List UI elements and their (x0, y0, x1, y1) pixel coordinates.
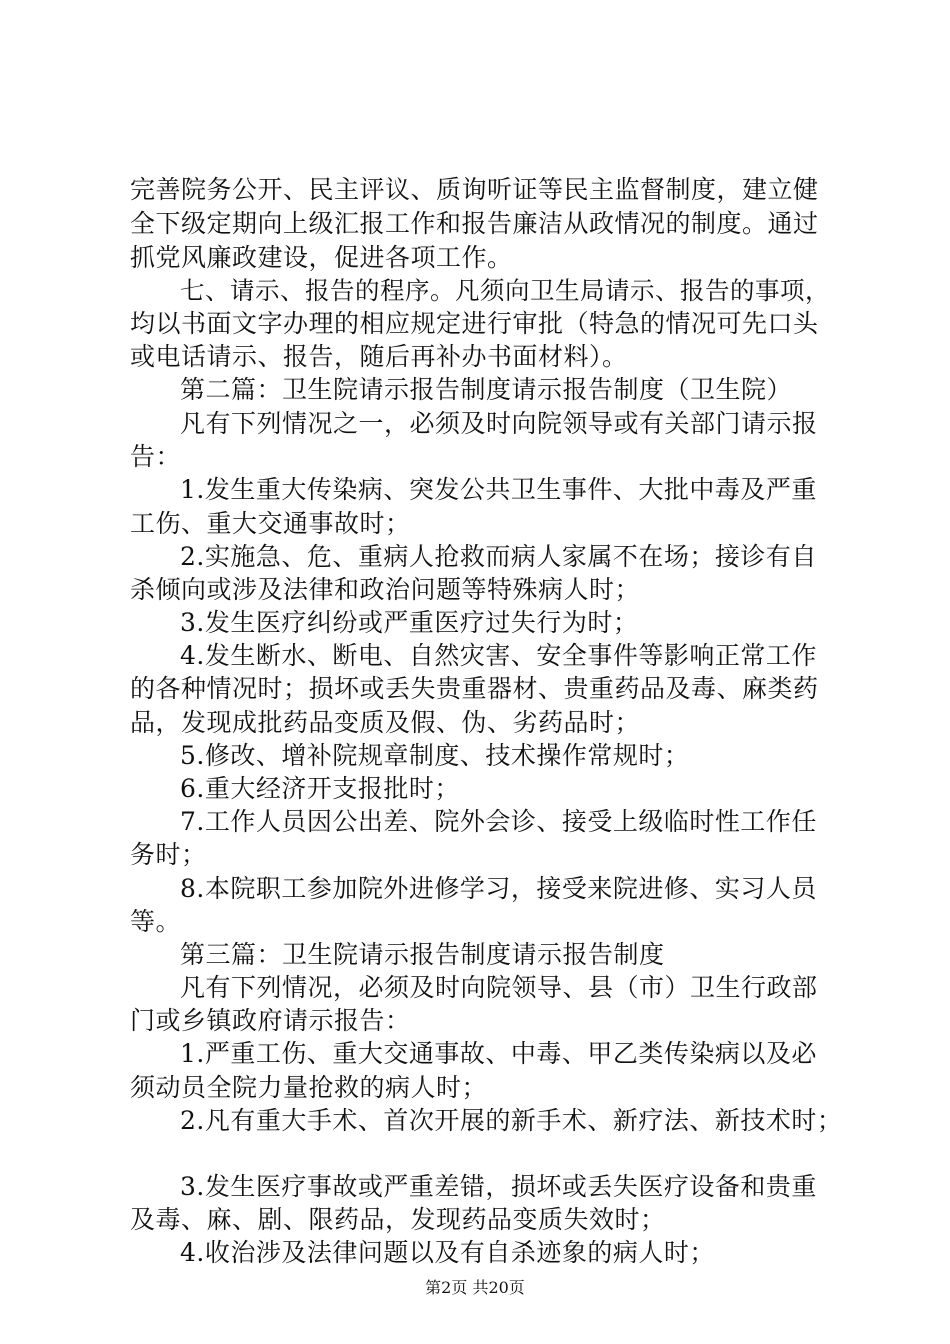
list-item-line: 务时； (130, 840, 207, 869)
list-item-line: 的各种情况时；损坏或丢失贵重器材、贵重药品及毒、麻类药 (130, 674, 819, 703)
list-item-line: 1.发生重大传染病、突发公共卫生事件、大批中毒及严重 (180, 475, 817, 504)
list-item-line: 7.工作人员因公出差、院外会诊、接受上级临时性工作任 (180, 807, 817, 836)
section-heading: 第三篇：卫生院请示报告制度请示报告制度 (180, 940, 665, 969)
list-item-line: 等。 (130, 907, 182, 936)
list-item-line: 4.收治涉及法律问题以及有自杀迹象的病人时； (180, 1238, 715, 1267)
body-line: 抓党风廉政建设，促进各项工作。 (130, 243, 513, 272)
list-item-line: 4.发生断水、断电、自然灾害、安全事件等影响正常工作 (180, 641, 817, 670)
body-line: 告： (130, 442, 182, 471)
list-item-line: 2.实施急、危、重病人抢救而病人家属不在场；接诊有自 (180, 542, 817, 571)
list-item-line: 及毒、麻、剧、限药品，发现药品变质失效时； (130, 1205, 666, 1234)
list-item-line: 6.重大经济开支报批时； (180, 774, 460, 803)
body-line: 均以书面文字办理的相应规定进行审批（特急的情况可先口头 (130, 309, 819, 338)
list-item-line: 3.发生医疗纠纷或严重医疗过失行为时； (180, 608, 639, 637)
list-item-line: 2.凡有重大手术、首次开展的新手术、新疗法、新技术时； (180, 1106, 843, 1135)
list-item-line: 1.严重工伤、重大交通事故、中毒、甲乙类传染病以及必 (180, 1039, 817, 1068)
list-item-line: 工伤、重大交通事故时； (130, 509, 411, 538)
body-line: 凡有下列情况，必须及时向院领导、县（市）卫生行政部 (180, 973, 818, 1002)
body-line: 凡有下列情况之一，必须及时向院领导或有关部门请示报 (180, 409, 818, 438)
list-item-line: 须动员全院力量抢救的病人时； (130, 1073, 488, 1102)
list-item-line: 8.本院职工参加院外进修学习，接受来院进修、实习人员 (180, 874, 817, 903)
section-heading: 第二篇：卫生院请示报告制度请示报告制度（卫生院） (180, 375, 793, 404)
page-number-text: 第2页 共20页 (425, 1278, 525, 1297)
body-line: 全下级定期向上级汇报工作和报告廉洁从政情况的制度。通过 (130, 209, 819, 238)
body-line: 门或乡镇政府请示报告： (130, 1006, 411, 1035)
list-item-line: 5.修改、增补院规章制度、技术操作常规时； (180, 741, 690, 770)
list-item-line: 杀倾向或涉及法律和政治问题等特殊病人时； (130, 575, 641, 604)
body-line: 完善院务公开、民主评议、质询听证等民主监督制度，建立健 (130, 175, 819, 204)
page-footer (0, 1278, 950, 1298)
list-item-line: 3.发生医疗事故或严重差错，损坏或丢失医疗设备和贵重 (180, 1172, 817, 1201)
body-line: 七、请示、报告的程序。凡须向卫生局请示、报告的事项， (180, 276, 830, 305)
body-line: 或电话请示、报告，随后再补办书面材料）。 (130, 342, 628, 371)
list-item-line: 品，发现成批药品变质及假、伪、劣药品时； (130, 708, 641, 737)
